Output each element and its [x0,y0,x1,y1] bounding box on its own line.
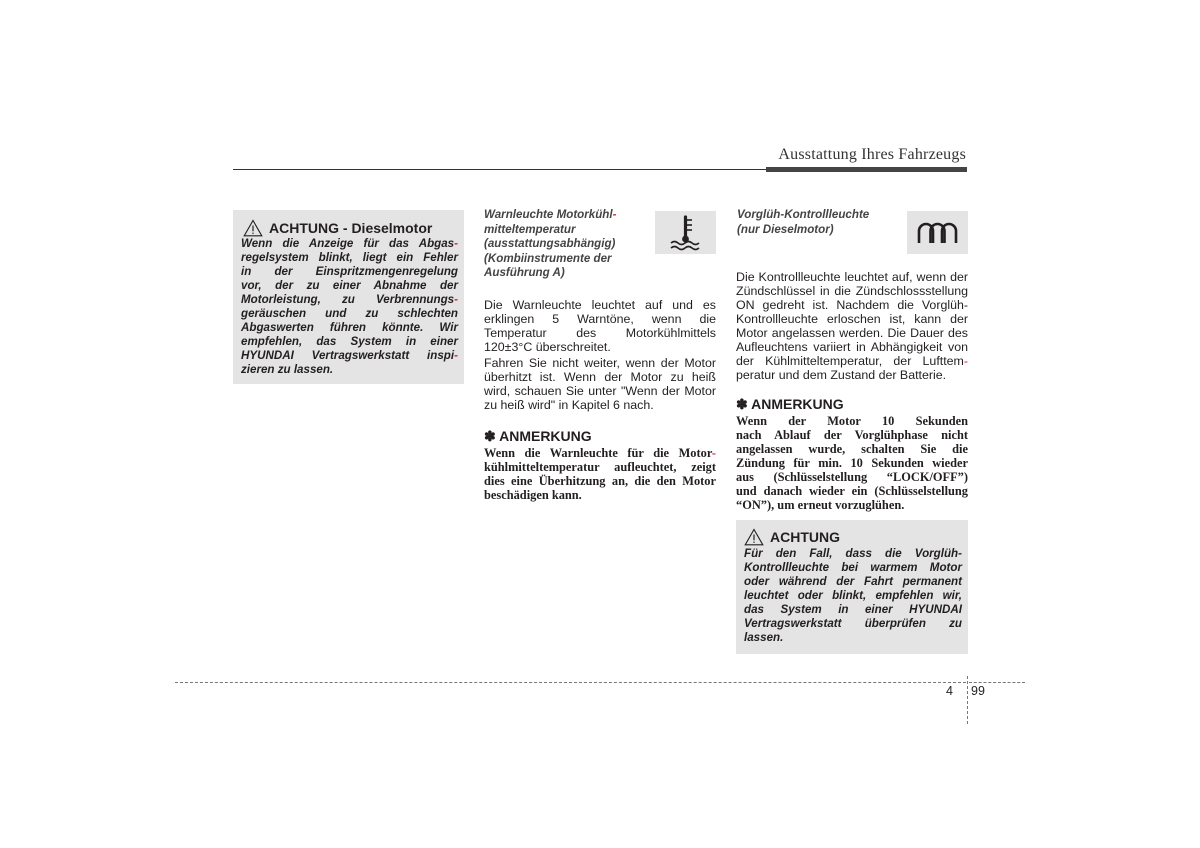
hyphen-mark: - [711,446,716,460]
text-line: Vertragswerkstatt überprüfen zu [744,617,962,630]
text-line [736,326,968,340]
text-line [241,363,458,377]
glow-warning-title-text: ACHTUNG [770,529,840,545]
diesel-warning-title-main: ACHTUNG - [269,220,352,236]
hyphen-mark: - [454,349,458,362]
text-line-content: dies eine Überhitzung an, die den Motor [484,474,716,488]
text-line [241,335,458,349]
text-line: Vorglüh-Kontrollleuchte [737,208,870,221]
glow-note-title: ✽ ANMERKUNG [736,396,844,412]
text-line: aus (Schlüsselstellung “LOCK/OFF”) [736,470,968,484]
text-line-content: ON gedreht ist. Nachdem die Vorglüh- [736,298,968,312]
text-line: 120±3°C überschreitet. [484,340,611,354]
text-line-content: regelsystem blinkt, liegt ein Fehler [241,251,458,264]
text-line-content: vor, der zu einer Abnahme der [241,279,458,292]
text-line: Wenn der Motor 10 Sekunden [736,414,968,428]
diesel-warning-title-sub: Dieselmotor [351,220,433,236]
text-line: Für den Fall, dass die Vorglüh- [744,547,962,560]
text-line: (nur Dieselmotor) [737,222,834,236]
text-line [736,368,968,382]
text-line-content: peratur und dem Zustand der Batterie. [736,368,947,382]
text-line: zu heiß wird" in Kapitel 6 nach. [484,398,654,412]
glow-body-paragraph [736,270,968,382]
text-line-content: Ausführung A) [484,266,565,279]
text-line: erklingen 5 Warntöne, wenn die [484,312,716,326]
text-line [241,293,458,307]
hyphen-mark: - [454,293,458,306]
diesel-warning-title [243,219,432,237]
text-line-content: (Kombiinstrumente der [484,251,612,265]
text-line [484,223,634,238]
text-line: “ON”), um erneut vorzuglühen. [736,498,905,512]
text-line: nach Ablauf der Vorglühphase nicht [736,428,968,442]
text-line [241,349,458,363]
coolant-temperature-icon [655,211,716,254]
chapter-number: 4 [946,684,953,698]
glow-plug-icon [907,211,968,254]
text-line [241,237,458,251]
hyphen-mark: - [454,237,458,250]
text-line [736,284,968,298]
text-line: oder während der Fahrt permanent [744,575,962,588]
warning-triangle-icon [744,528,764,546]
text-line [736,354,968,368]
text-line: wird, schauen Sie unter "Wenn der Motor [484,384,716,398]
text-line-content: kühlmitteltemperatur aufleuchtet, zeigt [484,460,716,474]
text-line [484,237,634,252]
text-line [241,279,458,293]
text-line [484,266,634,281]
text-line: lassen. [744,631,784,644]
coolant-body-paragraph-2 [484,356,716,412]
text-line [484,460,716,474]
text-line-content: beschädigen kann. [484,488,582,502]
text-line-content: Abgaswerten führen könnte. Wir [241,321,458,334]
text-line [241,307,458,321]
coolant-body-paragraph-1 [484,298,716,354]
text-line-content: Die Kontrollleuchte leuchtet auf, wenn der [736,270,968,284]
header-tab-bar [766,167,967,172]
text-line-content: Aufleuchtens variiert in Abhängigkeit von [736,340,968,354]
glow-warning-text [744,547,962,645]
footer-vertical-divider [967,676,968,724]
text-line: das System in einer HYUNDAI [744,603,962,616]
text-line [484,488,716,502]
text-line-content: der Kühlmitteltemperatur, der Lufttem [736,354,964,368]
glow-icon-box [907,211,968,254]
text-line [736,312,968,326]
glow-warning-box [736,520,968,654]
hyphen-mark: - [612,208,617,221]
text-line [241,251,458,265]
hyphen-mark: - [963,354,968,368]
text-line-content: mitteltemperatur [484,222,576,236]
page-number: 99 [971,684,985,698]
text-line-content: Wenn die Warnleuchte für die Motor [484,446,712,460]
text-line [484,474,716,488]
text-line [736,298,968,312]
coolant-warning-heading [484,208,634,281]
text-line [241,265,458,279]
text-line: angelassen wurde, schalten Sie die [736,442,968,456]
text-line [736,270,968,284]
text-line-content: Zündschlüssel in die Zündschlossstellung [736,284,968,298]
page-header-title: Ausstattung Ihres Fahrzeugs [778,146,966,163]
text-line-content: Motor angelassen werden. Die Dauer des [736,326,968,340]
text-line-content: Wenn die Anzeige für das Abgas [241,237,455,250]
text-line [241,321,458,335]
text-line: und danach wieder ein (Schlüsselstellung [736,484,968,498]
text-line-content: zieren zu lassen. [241,363,334,376]
footer-dashed-rule [175,682,966,683]
diesel-warning-box [233,210,464,384]
text-line-content: (ausstattungsabhängig) [484,237,616,250]
glow-note-text [736,414,968,512]
text-line [484,252,634,267]
text-line-content: Motorleistung, zu Verbrennungs [241,293,455,306]
text-line-content: Kontrollleuchte erloschen ist, kann der [736,312,968,326]
text-line: Kontrollleuchte bei warmem Motor [744,561,962,574]
text-line: Die Warnleuchte leuchtet auf und es [484,298,716,312]
text-line: leuchtet oder blinkt, empfehlen wir, [744,589,962,602]
diesel-warning-text [241,237,458,377]
text-line-content: geräuschen und zu schlechten [241,307,458,320]
text-line-content: empfehlen, das System in einer [241,335,458,348]
text-line: überhitzt ist. Wenn der Motor zu heiß [484,370,716,384]
text-line-content: Warnleuchte Motorkühl [484,208,613,221]
text-line-content: HYUNDAI Vertragswerkstatt inspi [241,349,455,362]
text-line: Temperatur des Motorkühlmittels [484,326,716,340]
glow-warning-title [744,528,840,546]
footer-dashed-rule-right [969,682,1025,683]
text-line [484,446,716,460]
glow-warning-heading [737,208,897,237]
coolant-note-title: ✽ ANMERKUNG [484,428,592,444]
text-line-content: in der Einspritzmengenregelung [241,265,458,278]
text-line: Zündung für min. 10 Sekunden wieder [736,456,968,470]
text-line: Fahren Sie nicht weiter, wenn der Motor [484,356,716,370]
warning-triangle-icon [243,219,263,237]
coolant-icon-box [655,211,716,254]
coolant-note-text [484,446,716,502]
text-line [484,208,634,223]
text-line [736,340,968,354]
